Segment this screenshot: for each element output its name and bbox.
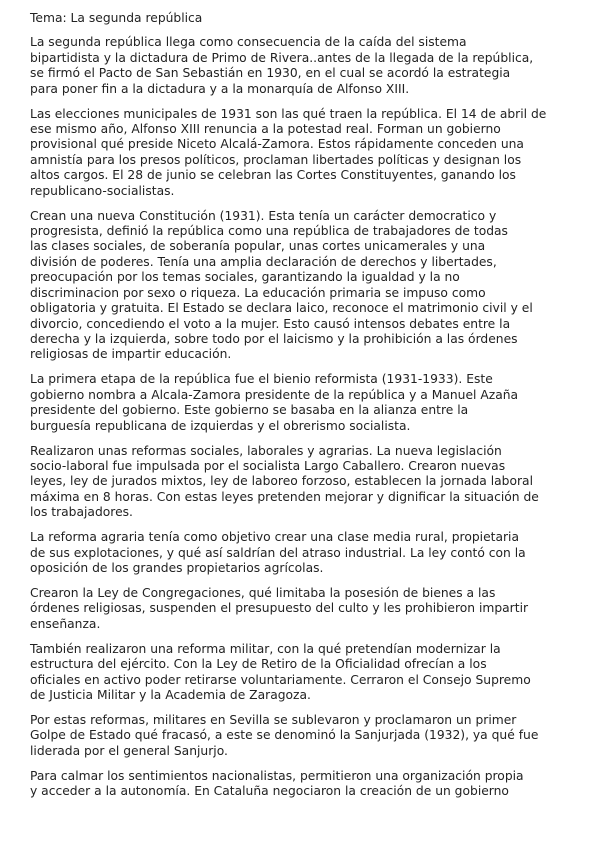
document-title: Tema: La segunda república (30, 11, 203, 25)
paragraph-elecciones-1931 (30, 107, 580, 199)
paragraph-pacto-san-sebastian (30, 35, 580, 97)
text-line: socio-laboral fue impulsada por el socialista Largo Caballero. Crearon nuevas (30, 458, 506, 473)
text-line: altos cargos. El 28 de junio se celebran las Cortes Constituyentes, ganando los (30, 168, 516, 183)
text-line: La primera etapa de la república fue el bienio reformista (1931-1933). Este (30, 372, 493, 387)
text-line: religiosas de impartir educación. (30, 347, 232, 362)
text-line: leyes, ley de jurados mixtos, ley de laboreo forzoso, establecen la jornada laboral (30, 474, 533, 489)
text-line: Crearon la Ley de Congregaciones, qué limitaba la posesión de bienes a las (30, 585, 496, 600)
text-line: enseñanza. (30, 616, 101, 631)
paragraph-sanjurjada (30, 713, 580, 759)
paragraph-constitucion-1931 (30, 209, 580, 363)
text-line: oficiales en activo poder retirarse voluntariamente. Cerraron el Consejo Supremo (30, 672, 531, 687)
paragraph-reformas-sociales (30, 444, 580, 521)
text-line: obligatoria y gratuita. El Estado se declara laico, reconoce el matrimonio civil y el (30, 301, 533, 316)
text-line: de sus explotaciones, y qué así saldrían del atraso industrial. La ley contó con la (30, 545, 526, 560)
text-line: La segunda república llega como consecuencia de la caída del sistema (30, 35, 467, 50)
text-line: se firmó el Pacto de San Sebastián en 1930, en el cual se acordó la estrategia (30, 66, 511, 81)
text-line: amnistía para los presos políticos, proclaman libertades políticas y designan los (30, 152, 522, 167)
text-line: Las elecciones municipales de 1931 son las qué traen la república. El 14 de abril de (30, 106, 547, 121)
text-line: discriminacion por sexo o riqueza. La educación primaria se impuso como (30, 285, 486, 300)
text-line: Para calmar los sentimientos nacionalistas, permitieron una organización propia (30, 768, 524, 783)
text-line: oposición de los grandes propietarios agrícolas. (30, 560, 324, 575)
text-line: divorcio, concediendo el voto a la mujer. Esto causó intensos debates entre la (30, 316, 511, 331)
text-line: También realizaron una reforma militar, con la qué pretendían modernizar la (30, 641, 501, 656)
text-line: burguesía republicana de izquierdas y el obrerismo socialista. (30, 418, 411, 433)
text-line: de Justicia Militar y la Academia de Zaragoza. (30, 688, 311, 702)
text-line: Golpe de Estado qué fracasó, a este se denominó la Sanjurjada (1932), ya qué fue (30, 728, 539, 743)
text-line: gobierno nombra a Alcala-Zamora presidente de la república y a Manuel Azaña (30, 387, 519, 402)
paragraph-ley-congregaciones (30, 586, 580, 632)
text-line: máxima en 8 horas. Con estas leyes pretenden mejorar y dignificar la situación de (30, 489, 539, 504)
text-line: Crean una nueva Constitución (1931). Esta tenía un carácter democratico y (30, 208, 497, 223)
text-line: estructura del ejército. Con la Ley de Retiro de la Oficialidad ofrecían a los (30, 657, 487, 672)
text-line: bipartidista y la dictadura de Primo de Rivera..antes de la llegada de la república, (30, 50, 534, 65)
paragraph-nacionalismos (30, 769, 580, 800)
paragraph-reforma-agraria (30, 530, 580, 576)
text-line: Realizaron unas reformas sociales, laborales y agrarias. La nueva legislación (30, 443, 502, 458)
text-line: provisional qué preside Niceto Alcalá-Zamora. Estos rápidamente conceden una (30, 137, 524, 152)
text-line: republicano-socialistas. (30, 183, 175, 198)
text-line: derecha y la izquierda, sobre todo por el laicismo y la prohibición a las órdenes (30, 331, 518, 346)
text-line: división de poderes. Tenía una amplia declaración de derechos y libertades, (30, 254, 497, 269)
text-line: preocupación por los temas sociales, garantizando la igualdad y la no (30, 270, 460, 285)
text-line: La reforma agraria tenía como objetivo crear una clase media rural, propietaria (30, 530, 519, 545)
text-line: y acceder a la autonomía. En Cataluña negociaron la creación de un gobierno (30, 784, 509, 799)
text-line: órdenes religiosas, suspenden el presupuesto del culto y les prohibieron impartir (30, 601, 529, 616)
text-line: para poner fin a la dictadura y a la monarquía de Alfonso XIII. (30, 81, 410, 96)
text-line: Por estas reformas, militares en Sevilla se sublevaron y proclamaron un primer (30, 713, 517, 727)
text-line: las clases sociales, de soberanía popular, unas cortes unicamerales y una (30, 239, 486, 254)
paragraph-bienio-reformista (30, 372, 580, 434)
paragraph-reforma-militar (30, 642, 580, 704)
text-line: los trabajadores. (30, 505, 133, 520)
text-line: liderada por el general Sanjurjo. (30, 743, 228, 758)
text-line: ese mismo año, Alfonso XIII renuncia a la potestad real. Forman un gobierno (30, 122, 501, 137)
text-line: progresista, definió la república como una república de trabajadores de todas (30, 224, 508, 239)
text-line: presidente del gobierno. Este gobierno se basaba en la alianza entre la (30, 403, 469, 418)
